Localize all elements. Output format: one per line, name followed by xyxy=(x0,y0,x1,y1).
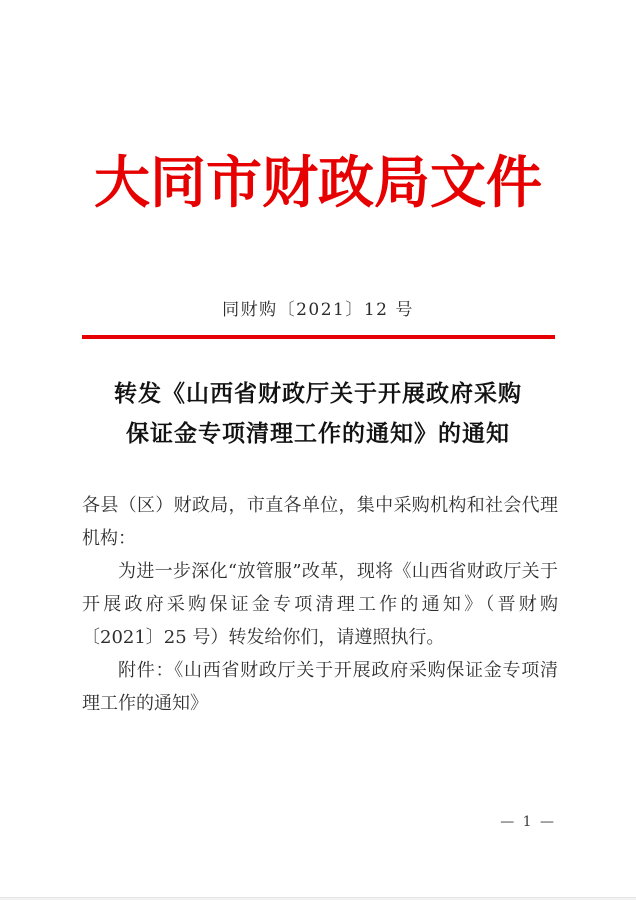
agency-header-title: 大同市财政局文件 xyxy=(94,150,542,216)
salutation-line: 各县（区）财政局，市直各单位，集中采购机构和社会代理机构： xyxy=(82,495,558,549)
red-separator-line xyxy=(82,335,555,339)
document-body xyxy=(82,489,558,720)
document-title-line1: 转发《山西省财政厅关于开展政府采购 xyxy=(114,380,522,407)
document-number: 同财购〔2021〕12 号 xyxy=(222,300,414,320)
document-title xyxy=(50,374,586,454)
page-number: — 1 — xyxy=(500,814,556,830)
document-title-line2: 保证金专项清理工作的通知》的通知 xyxy=(126,420,510,447)
body-paragraph: 为进一步深化“放管服”改革，现将《山西省财政厅关于开展政府采购保证金专项清理工作的通知》（晋财购〔2021〕25 号）转发给你们，请遵照执行。 xyxy=(82,561,558,648)
attachment-line: 附件：《山西省财政厅关于开展政府采购保证金专项清理工作的通知》 xyxy=(82,660,558,714)
